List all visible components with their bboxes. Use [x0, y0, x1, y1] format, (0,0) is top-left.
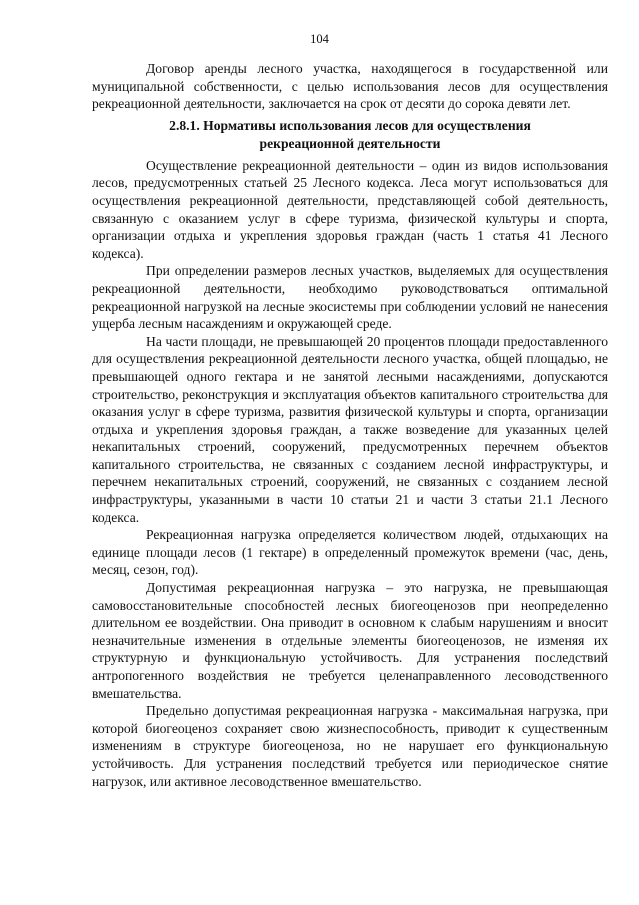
intro-paragraph: Договор аренды лесного участка, находящегося в государственной или муниципальной собственности, с целью использования лесов для осуществления рекреационной деятельности, заключается на срок от десяти до сорока девяти лет. [92, 61, 608, 112]
paragraph-recreation-load: Рекреационная нагрузка определяется количеством людей, отдыхающих на единице площади лесов (1 гектаре) в определенный промежуток времени (час, день, месяц, сезон, год). [92, 527, 608, 578]
section-heading [92, 117, 608, 153]
paragraph-construction-allowance: На части площади, не превышающей 20 процентов площади предоставленного для осуществления рекреационной деятельности лесного участка, общей площадью, не превышающей одного гектара и не занятой лесными насаждениями, допускаются строительство, реконструкция и эксплуатация объектов капитального строительства для оказания услуг в сфере туризма, развития физической культуры и спорта, организации отдыха и укрепления здоровья граждан, а также возведение для указанных целей некапитальных строений, сооружений, предусмотренных перечнем объектов капитального строительства, не связанных с созданием лесной инфраструктуры, и перечнем некапитальных строений, сооружений, не связанных с созданием лесной инфраструктуры, указанными в части 10 статьи 21 и части 3 статьи 21.1 Лесного кодекса. [92, 333, 608, 525]
page-number: 104 [310, 32, 329, 46]
section-heading-line-2: рекреационной деятельности [259, 135, 441, 151]
paragraph-recreation-definition: Осуществление рекреационной деятельности – один из видов использования лесов, предусмотренных статьей 25 Лесного кодекса. Леса могут использоваться для осуществления рекреационной деятельности, представляющей собой деятельность, связанную с оказанием услуг в сфере туризма, физической культуры и спорта, организации отдыха и укрепления здоровья граждан (часть 1 статья 41 Лесного кодекса). [92, 157, 608, 261]
paragraph-maximum-load: Предельно допустимая рекреационная нагрузка - максимальная нагрузка, при которой биогеоценоз сохраняет свою жизнеспособность, приводит к существенным изменениям в структуре биогеоценоза, но не нарушает его функциональную устойчивость. Для устранения последствий требуется или периодическое снятие нагрузок, или активное лесоводственное вмешательство. [92, 703, 608, 789]
page-content [92, 60, 608, 790]
paragraph-permissible-load: Допустимая рекреационная нагрузка – это нагрузка, не превышающая самовосстановительные способностей лесных биогеоценозов при неопределенно длительном ее воздействии. Она приводит в основном к слабым нарушениям и вносит незначительные изменения в отдельные элементы биогеоценозов, не изменяя их структурную и функциональную устойчивость. Для устранения последствий антропогенного воздействия не требуется целенаправленного лесоводственного вмешательства. [92, 580, 608, 701]
section-heading-line-1: 2.8.1. Нормативы использования лесов для осуществления [169, 117, 531, 133]
paragraph-plot-size: При определении размеров лесных участков, выделяемых для осуществления рекреационной деятельности, необходимо руководствоваться оптимальной рекреационной нагрузкой на лесные экосистемы при соблюдении условий не нанесения ущерба лесным насаждениям и окружающей среде. [92, 263, 608, 332]
